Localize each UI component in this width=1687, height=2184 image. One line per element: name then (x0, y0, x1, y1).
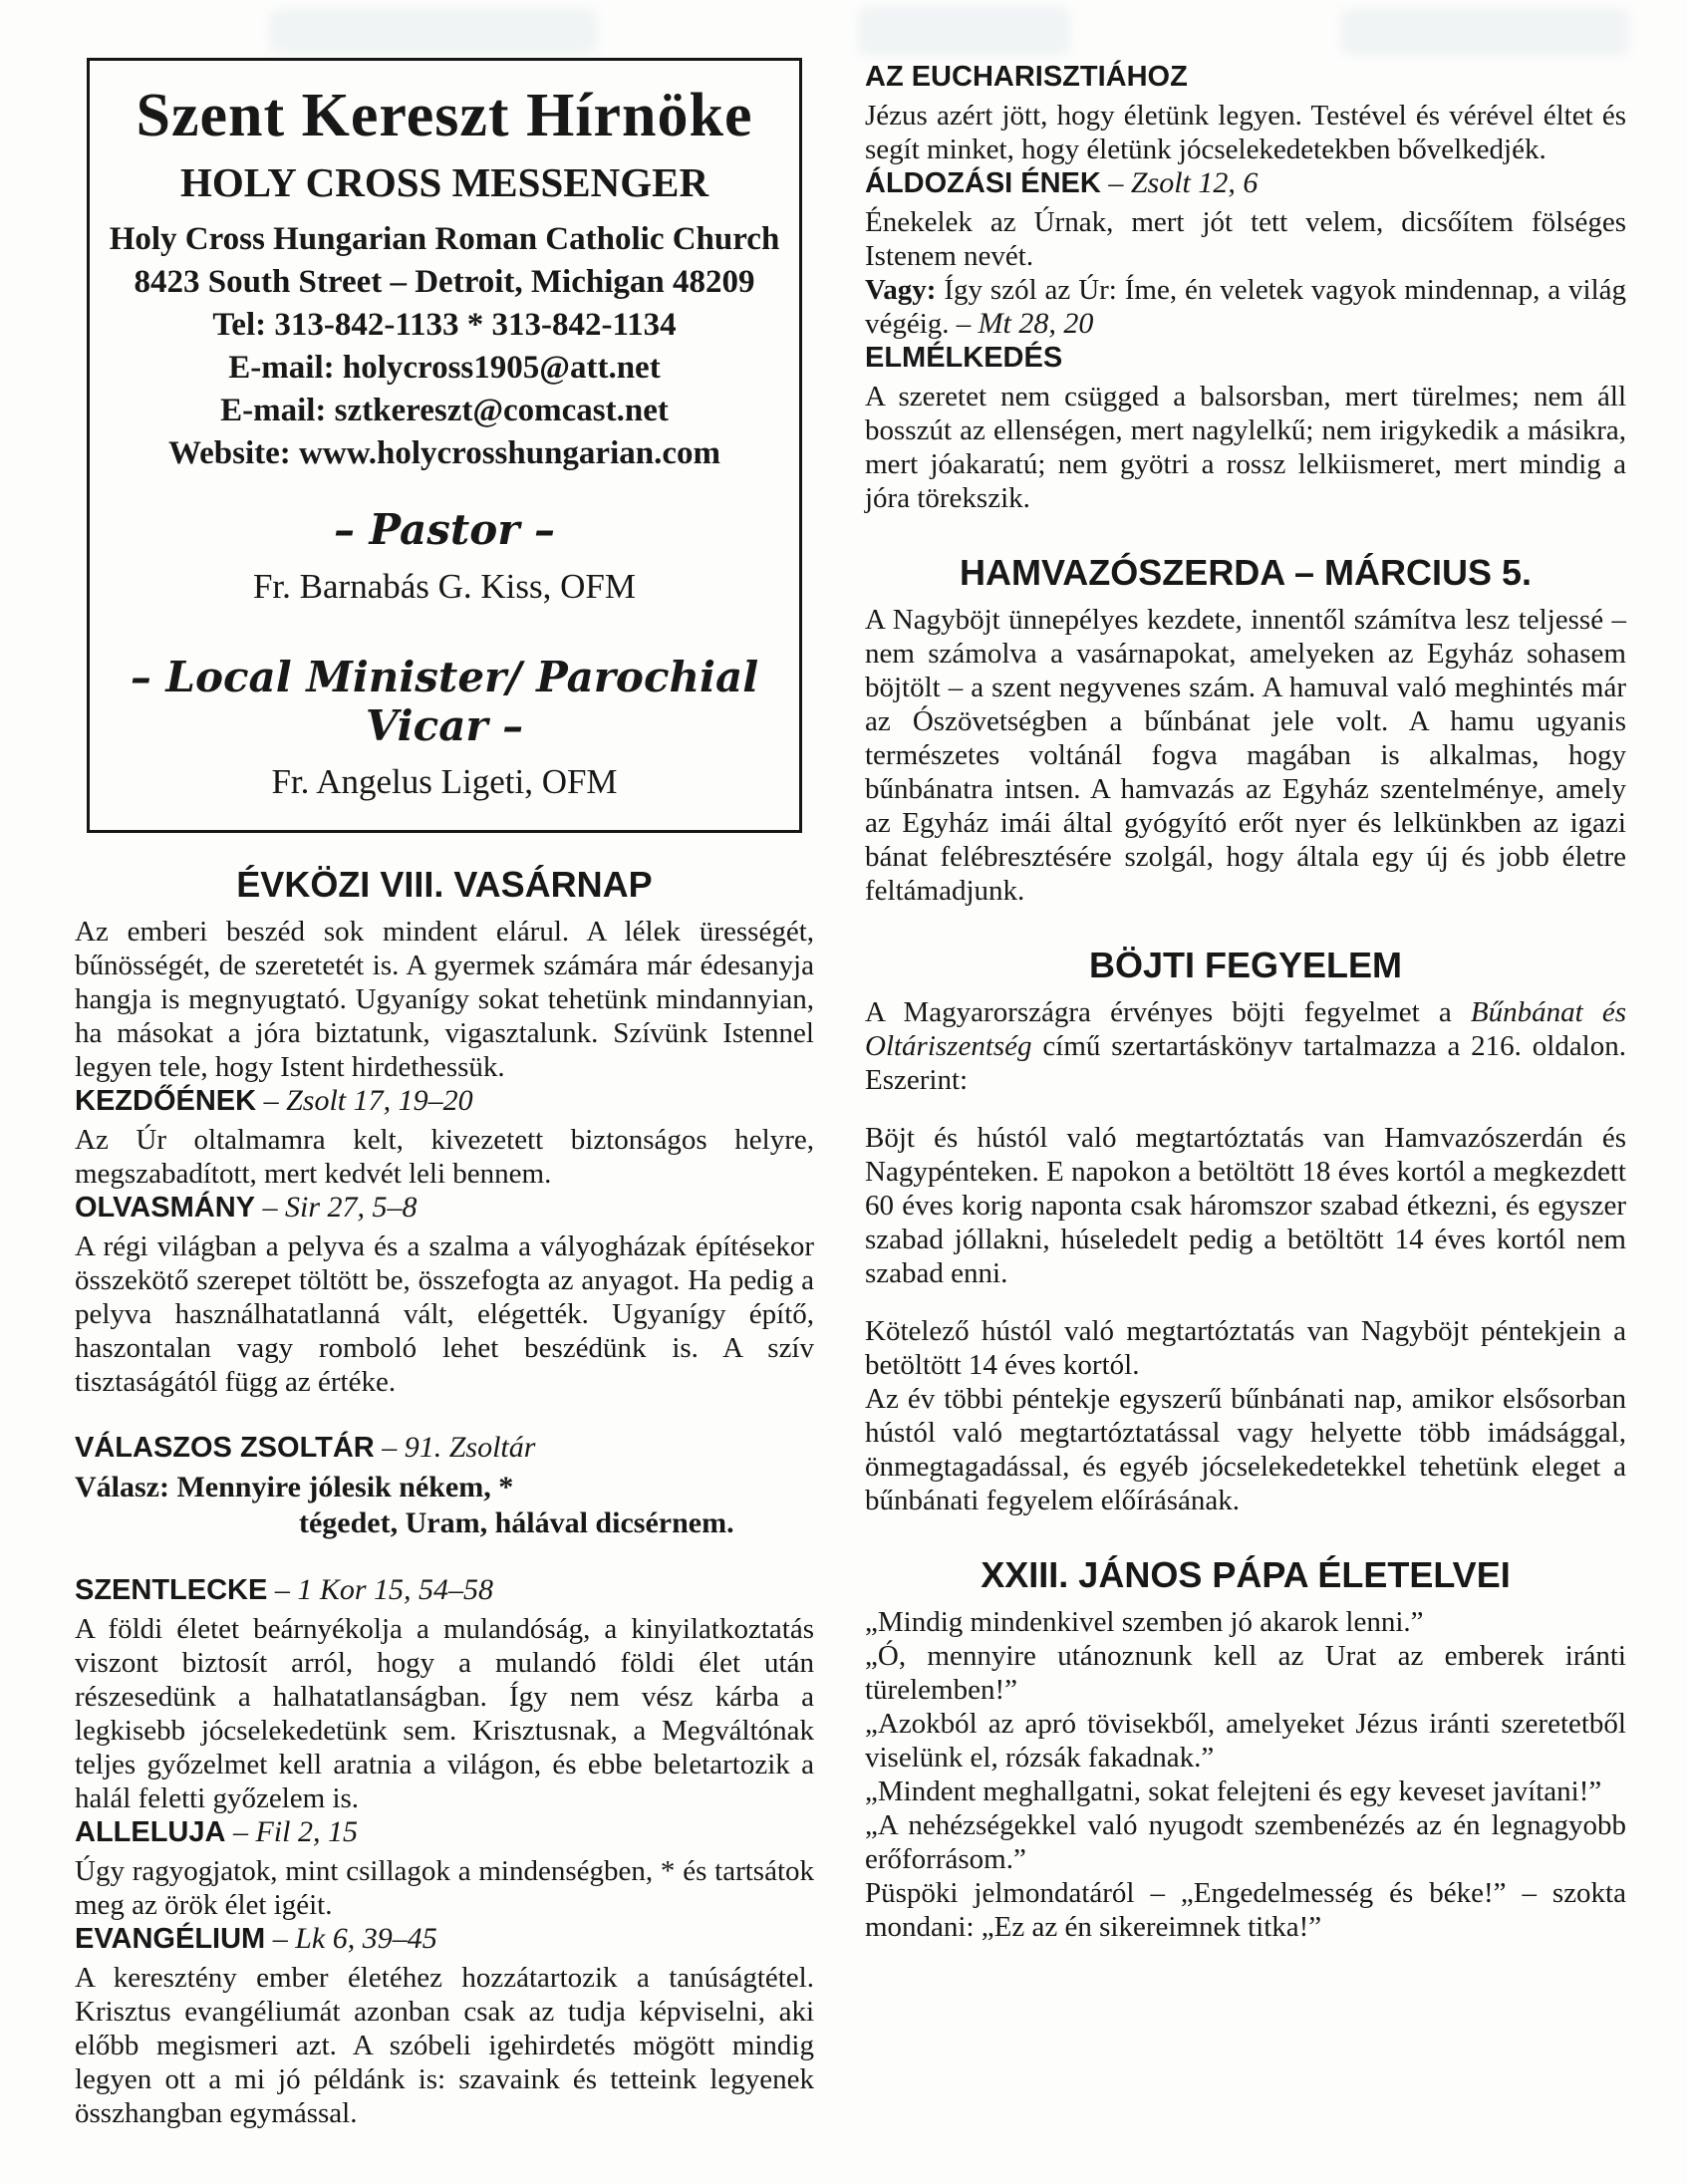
vicar-name: Fr. Angelus Ligeti, OFM (271, 762, 618, 802)
olvasmany-label: OLVASMÁNY (75, 1191, 255, 1224)
bojti-book-title: Bűnbánat és Oltáriszentség (865, 996, 1626, 1062)
evangelium-label: EVANGÉLIUM (75, 1922, 266, 1955)
eucharisztia-label: AZ EUCHARISZTIÁHOZ (865, 61, 1188, 93)
bojti-paragraph-3: Kötelező hústól való megtartóztatás van Nagyböjt péntekjein a betöltött 14 éves kortól. (865, 1315, 1626, 1381)
vagy-reference: Mt 28, 20 (978, 307, 1094, 340)
alleluja-line (75, 1815, 814, 1854)
olvasmany-paragraph: A régi világban a pelyva és a szalma a vályogházak építésekor összekötő szerepet töltött be, összefogta az anyagot. Ha pedig a pelyva használhatatlanná vált, elégették. Ugyanígy építő, haszontalan vagy romboló lehet beszédünk is. A szív tisztaságától függ az értéke. (75, 1229, 814, 1398)
pastor-role-label: – Pastor – (333, 505, 556, 555)
bojti-p1-text-a: A Magyarországra érvényes böjti fegyelmet a (865, 996, 1471, 1028)
szentlecke-paragraph: A földi életet beárnyékolja a mulandóság, a kinyilatkoztatás viszont biztosít arról, hogy a mulandó földi élet után részesedünk a halhatatlanságban. Így nem vész kárba a legkisebb jócselekedetünk sem. Krisztusnak, a Megváltónak teljes győzelmet kell aratnia a világon, és ebbe beletartozik a halál feletti győzelem is. (75, 1612, 814, 1814)
papa-quote-4: „Mindent meghallgatni, sokat felejteni és egy keveset javítani!” (865, 1775, 1602, 1807)
scan-artifact (269, 8, 598, 54)
church-email-secondary: E-mail: sztkereszt@comcast.net (220, 392, 669, 428)
psalm-response-line2: tégedet, Uram, hálával dicsérnem. (299, 1505, 734, 1539)
right-column (865, 60, 1626, 1944)
church-address: 8423 South Street – Detroit, Michigan 48209 (134, 263, 755, 300)
heading-sunday: ÉVKÖZI VIII. VASÁRNAP (236, 863, 653, 905)
masthead-box (87, 58, 802, 833)
papa-quote-1: „Mindig mindenkivel szemben jó akarok lenni.” (865, 1606, 1424, 1638)
bojti-paragraph-1 (865, 995, 1626, 1097)
psalm-response-line1: Válasz: Mennyire jólesik nékem, * (75, 1470, 514, 1503)
church-phone: Tel: 313-842-1133 * 313-842-1134 (212, 306, 677, 343)
papa-quote-2: „Ó, mennyire utánoznunk kell az Urat az emberek iránti türelemben!” (865, 1640, 1626, 1706)
kezdoenek-paragraph: Az Úr oltalmamra kelt, kivezetett biztonságos helyre, megszabadított, mert kedvét leli bennem. (75, 1123, 814, 1190)
valaszos-line (75, 1431, 814, 1470)
kezdoenek-reference: – Zsolt 17, 19–20 (256, 1083, 473, 1117)
spacer (865, 1097, 1626, 1121)
papa-quote-6: Püspöki jelmondatáról – „Engedelmesség és béke!” – szokta mondani: „Ez az én sikereimnek titka!” (865, 1877, 1626, 1943)
spacer (75, 1541, 814, 1573)
elmelkedes-line (865, 341, 1626, 380)
elmelkedes-label: ELMÉLKEDÉS (865, 342, 1063, 374)
bojti-paragraph-4: Az év többi péntekje egyszerű bűnbánati nap, amikor elsősorban hústól való megtartóztatással vagy helyette több imádsággal, önmegtagadással, és egyéb jócselekedetekkel tehetünk eleget a bűnbánati fegyelem előírásának. (865, 1383, 1626, 1516)
alleluja-reference: – Fil 2, 15 (225, 1814, 358, 1848)
bulletin-title-hungarian: Szent Kereszt Hírnöke (136, 82, 753, 149)
alleluja-label: ALLELUJA (75, 1815, 226, 1848)
valaszos-reference: – 91. Zsoltár (374, 1430, 536, 1464)
church-name: Holy Cross Hungarian Roman Catholic Church (109, 221, 780, 258)
heading-bojti-fegyelem: BÖJTI FEGYELEM (1088, 945, 1403, 985)
papa-quote-5: „A nehézségekkel való nyugodt szembenézés az én legnagyobb erőforrásom.” (865, 1809, 1626, 1875)
szentlecke-reference: – 1 Kor 15, 54–58 (267, 1572, 494, 1606)
scan-artifact (1340, 8, 1629, 56)
heading-papa-eletelvei: XXIII. JÁNOS PÁPA ÉLETELVEI (981, 1554, 1511, 1595)
vagy-text: Így szól az Úr: Íme, én veletek vagyok mindennap, a világ végéig. – (865, 274, 1626, 340)
sunday-intro-paragraph: Az emberi beszéd sok mindent elárul. A lélek ürességét, bűnösségét, de szeretetét is. A gyermek számára már édesanyja hangja is megnyugtató. Ugyanígy sokat tehetünk mindannyian, ha másokat a jóra biztatunk, vigasztalunk. Szívünk Istennel legyen tele, hogy Istent hirdethessük. (75, 915, 814, 1083)
vagy-paragraph (865, 273, 1626, 341)
bojti-p1-text-b: című szertartáskönyv tartalmazza a 216. oldalon. Eszerint: (865, 1030, 1626, 1096)
evangelium-reference: – Lk 6, 39–45 (265, 1921, 437, 1955)
valaszos-label: VÁLASZOS ZSOLTÁR (75, 1431, 375, 1464)
szentlecke-label: SZENTLECKE (75, 1573, 268, 1606)
olvasmany-line (75, 1191, 814, 1229)
heading-hamvazoszerda: HAMVAZÓSZERDA – MÁRCIUS 5. (959, 552, 1533, 593)
elmelkedes-paragraph: A szeretet nem csügged a balsorsban, mert türelmes; nem áll bosszút az ellenségen, mert nagylelkű; nem irigykedik a másikra, mert jóakaratú; nem gyötri a rossz lelkiismeret, mert mindig a jóra törekszik. (865, 381, 1626, 514)
pastor-name: Fr. Barnabás G. Kiss, OFM (252, 566, 637, 606)
aldozasi-line (865, 166, 1626, 205)
bojti-paragraph-2: Böjt és hústól való megtartóztatás van Hamvazószerdán és Nagypénteken. E napokon a betöltött 18 éves kortól a megkezdett 60 éves korig naponta csak háromszor szabad étkezni, és egyszer szabad jóllakni, húseledelt pedig a betöltött 14 éves kortól nem szabad enni. (865, 1122, 1626, 1289)
aldozasi-paragraph: Énekelek az Úrnak, mert jót tett velem, dicsőítem fölséges Istenem nevét. (865, 206, 1626, 272)
aldozasi-reference: – Zsolt 12, 6 (1100, 166, 1259, 199)
evangelium-paragraph: A keresztény ember életéhez hozzátartozik a tanúságtétel. Krisztus evangéliumát azonban csak az tudja képviselni, aki előbb megismeri azt. A szóbeli igehirdetés mögött mindig legyen ott a mi jó példánk is: szavaink és tetteink legyenek összhangban egymással. (75, 1961, 814, 2129)
vagy-lead: Vagy: (865, 274, 945, 306)
kezdoenek-label: KEZDŐÉNEK (75, 1084, 257, 1117)
scan-artifact (857, 6, 1071, 56)
evangelium-line (75, 1922, 814, 1961)
eucharisztia-line (865, 60, 1626, 99)
olvasmany-reference: – Sir 27, 5–8 (254, 1190, 418, 1224)
szentlecke-line (75, 1573, 814, 1612)
aldozasi-label: ÁLDOZÁSI ÉNEK (865, 167, 1101, 199)
vicar-role-label: – Local Minister/ Parochial Vicar – (130, 653, 759, 750)
spacer (75, 1399, 814, 1431)
papa-quote-3: „Azokból az apró tövisekből, amelyeket Jézus iránti szeretetből viselünk el, rózsák fakadnak.” (865, 1708, 1626, 1774)
kezdoenek-line (75, 1084, 814, 1123)
left-column (75, 58, 814, 2130)
alleluja-paragraph: Úgy ragyogjatok, mint csillagok a mindenségben, * és tartsátok meg az örök élet igéit. (75, 1854, 814, 1921)
church-website: Website: www.holycrosshungarian.com (167, 434, 720, 471)
spacer (865, 1290, 1626, 1314)
bulletin-title-english: HOLY CROSS MESSENGER (179, 158, 709, 205)
eucharisztia-paragraph: Jézus azért jött, hogy életünk legyen. Testével és vérével éltet és segít minket, hogy életünk jócselekedetekben bővelkedjék. (865, 100, 1626, 165)
hamvazoszerda-paragraph: A Nagyböjt ünnepélyes kezdete, innentől számítva lesz teljessé – nem számolva a vasárnapokat, amelyeken az Egyház sohasem böjtölt – a szent negyvenes szám. A hamuval való meghintés már az Ószövetségben a bűnbánat jele volt. A hamu ugyanis természetes voltánál fogva magában is alkalmas, hogy bűnbánatra intsen. A hamvazás az Egyház szentelménye, amely az Egyház imái által gyógyító erőt nyer és lelkünkben az igazi bánat felébresztésére szolgál, hogy általa egy új és jobb életre feltámadjunk. (865, 604, 1626, 907)
church-email-primary: E-mail: holycross1905@att.net (228, 349, 661, 386)
